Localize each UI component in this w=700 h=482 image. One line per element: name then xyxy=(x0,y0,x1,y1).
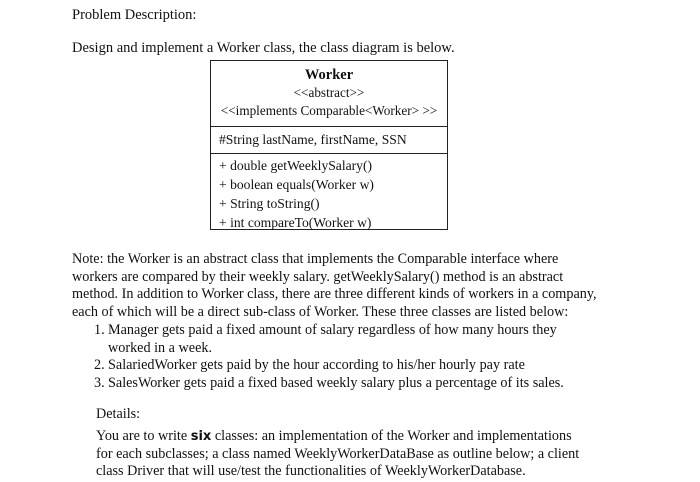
method-get-weekly-salary: + double getWeeklySalary() xyxy=(219,158,373,173)
worker-class-diagram xyxy=(210,60,448,230)
details-text: You are to write xyxy=(96,428,191,444)
problem-description-heading: Problem Description: xyxy=(72,7,197,23)
list-number: 1. xyxy=(94,322,105,338)
list-number: 2. xyxy=(94,357,105,374)
details-line xyxy=(96,428,626,446)
list-item xyxy=(72,375,628,393)
method-equals: + boolean equals(Worker w) xyxy=(219,177,374,192)
note-paragraph xyxy=(72,251,628,321)
class-attributes: #String lastName, firstName, SSN xyxy=(211,127,447,154)
list-item xyxy=(72,322,628,357)
list-item-line: SalariedWorker gets paid by the hour according to his/her hourly pay rate xyxy=(108,357,525,374)
method-compare-to: + int compareTo(Worker w) xyxy=(219,215,372,230)
list-item-line: SalesWorker gets paid a fixed based weekly salary plus a percentage of its sales. xyxy=(108,374,564,391)
note-line: method. In addition to Worker class, there are three different kinds of workers in a company, xyxy=(72,286,597,303)
details-line: class Driver that will use/test the functionalities of WeeklyWorkerDatabase. xyxy=(96,463,526,480)
class-name: Worker xyxy=(304,67,354,83)
list-item xyxy=(72,357,628,375)
note-line: each of which will be a direct sub-class of Worker. These three classes are listed below: xyxy=(72,303,569,320)
note-line: Note: the Worker is an abstract class that implements the Comparable interface where xyxy=(72,251,559,267)
list-item-line: Manager gets paid a fixed amount of salary regardless of how many hours they xyxy=(108,322,557,338)
note-line: workers are compared by their weekly salary. getWeeklySalary() method is an abstract xyxy=(72,268,564,285)
implements-stereotype: <<implements Comparable<Worker> >> xyxy=(220,103,438,118)
intro-text: Design and implement a Worker class, the class diagram is below. xyxy=(72,40,455,56)
method-to-string: + String toString() xyxy=(219,196,320,211)
details-line: for each subclasses; a class named WeeklyWorkerDataBase as outline below; a client xyxy=(96,445,580,462)
abstract-stereotype: <<abstract>> xyxy=(293,85,365,100)
details-emphasis: six xyxy=(190,429,212,444)
details-heading: Details: xyxy=(96,406,141,422)
details-paragraph xyxy=(96,428,626,481)
list-number: 3. xyxy=(94,374,105,391)
worker-types-list xyxy=(72,322,628,392)
class-header xyxy=(211,61,447,127)
class-methods xyxy=(211,154,447,232)
details-text: classes: an implementation of the Worker and implementations xyxy=(211,428,572,444)
list-item-line: worked in a week. xyxy=(108,339,213,356)
